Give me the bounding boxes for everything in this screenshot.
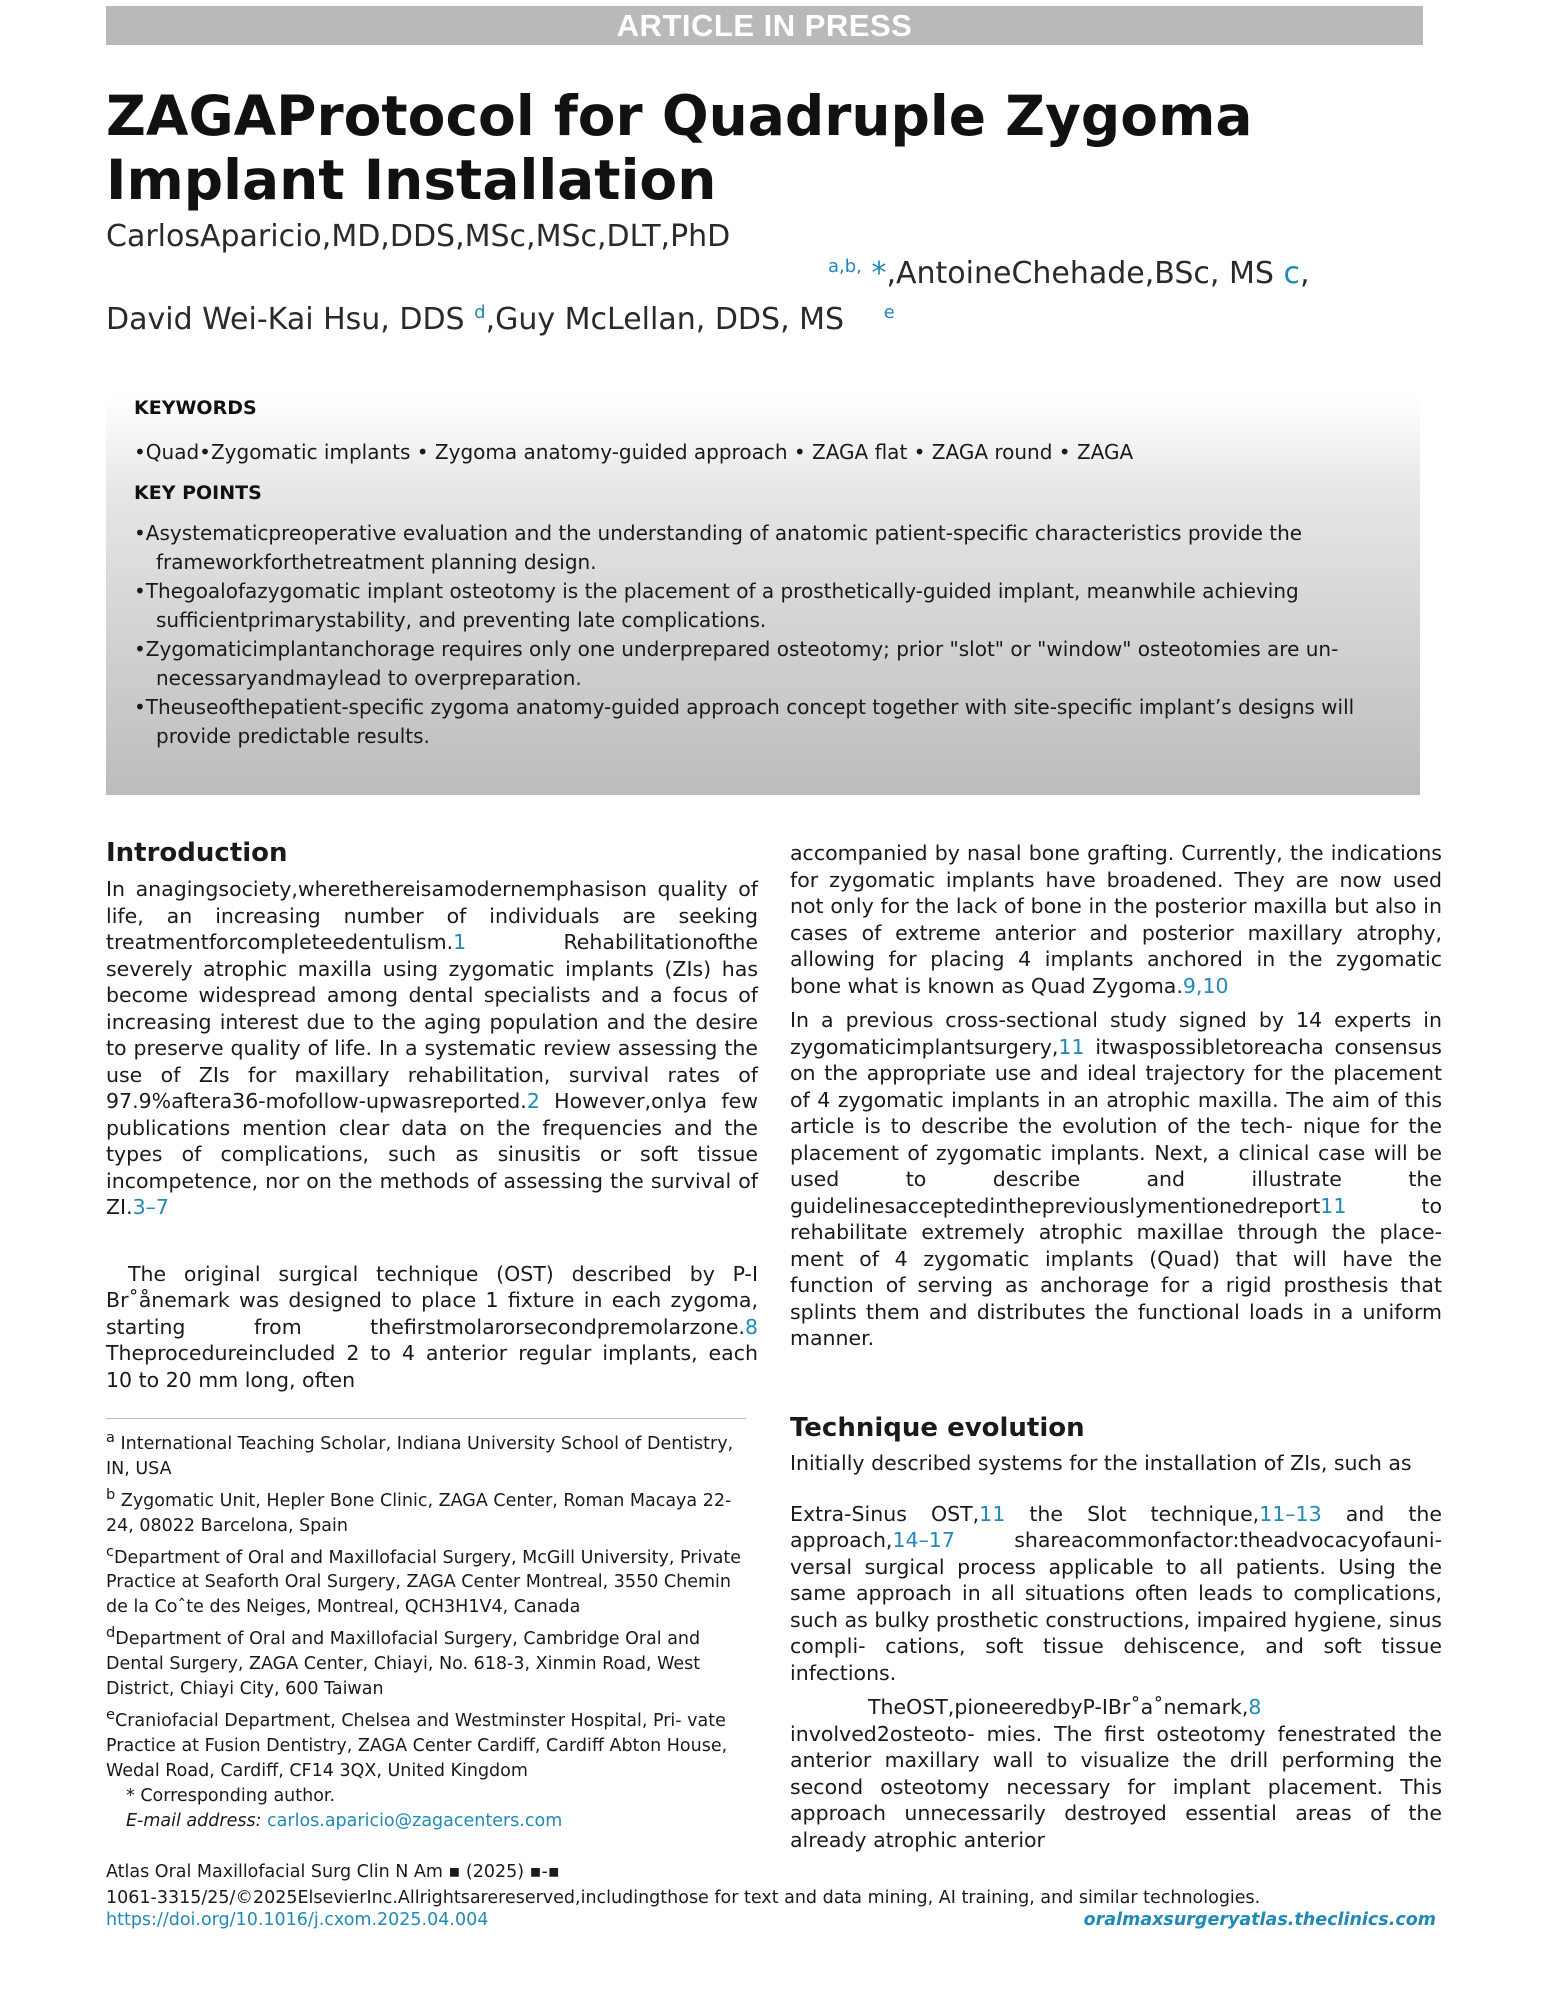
author-chehade: ,AntoineChehade,BSc, MS	[886, 256, 1274, 291]
intro-paragraph-1	[106, 876, 758, 1221]
text-run: The original surgical technique (OST) described by P-I Br˚ånemark was designed to place 1 fixture in each zygoma, starting from thefirstmolarorsecondpremolarzone.	[106, 1261, 758, 1339]
footnote-marker: c	[106, 1542, 115, 1560]
tech-paragraph-2	[790, 1501, 1442, 1687]
ref-link[interactable]: 9,10	[1182, 973, 1229, 998]
ref-link[interactable]: 3–7	[132, 1195, 169, 1219]
ref-link[interactable]: 14–17	[892, 1528, 955, 1552]
corresponding-author-note: * Corresponding author.	[126, 1786, 336, 1807]
text-run: Rehabilitationofthe severely atrophic maxilla using zygomatic implants (ZIs) has become widespread among dental specialists and a focus of increasing interest due to the aging population and the desire to preserve quality of life. In a systematic review assessing the use of ZIs for maxillary rehabilitation, survival rates of 97.9%aftera36-mofollow-upwasreported.	[106, 930, 758, 1113]
footnote-text: Zygomatic Unit, Hepler Bone Clinic, ZAGA Center, Roman Macaya 22-24, 08022 Barcelona, Spain	[106, 1490, 732, 1536]
author-line-2	[106, 294, 895, 339]
footnote-a	[106, 1425, 746, 1482]
title-line-1: ZAGAProtocol for Quadruple Zygoma	[106, 84, 1253, 148]
journal-citation: Atlas Oral Maxillofacial Surg Clin N Am ▪ (2025) ▪-▪	[106, 1862, 560, 1882]
footnote-d	[106, 1620, 746, 1702]
text-run: accompanied by nasal bone grafting. Currently, the indications for zygomatic implants have broadened. They are now used not only for the lack of bone in the posterior maxilla but also in cases of extreme anterior and posterior maxillary atrophy, allowing for placing 4 implants anchored in the zygomatic bone what is known as Quad Zygoma.	[790, 841, 1442, 998]
right-paragraph-1	[790, 840, 1442, 999]
right-paragraph-2	[790, 1007, 1442, 1352]
ref-link[interactable]: 2	[526, 1089, 540, 1113]
footer-links	[106, 1910, 1436, 1930]
key-point-item: •Thegoalofazygomatic implant osteotomy is the placement of a prosthetically-guided implant, meanwhile achieving sufficientprimarystability, and preventing late complications.	[134, 579, 1299, 632]
ref-link[interactable]: 11–13	[1259, 1501, 1322, 1526]
tech-paragraph-3	[790, 1694, 1442, 1853]
text-run: to rehabilitate extremely atrophic maxillae through the place- ment of 4 zygomatic implants (Quad) that will have the function of serving as anchorage for a rigid prosthesis that splints them and distributes the functional loads in a uniform manner.	[790, 1193, 1442, 1350]
key-point-item: •Asystematicpreoperative evaluation and the understanding of anatomic patient-specific characteristics provide the frameworkforthetreatment planning design.	[134, 521, 1303, 574]
affiliation-sup-ab[interactable]: a,b,	[828, 256, 862, 277]
technique-evolution-heading: Technique evolution	[790, 1413, 1085, 1443]
text-run: itwaspossibletoreacha consensus on the appropriate use and ideal trajectory for the placement of 4 zygomatic implants in an atrophic maxilla. The aim of this article is to describe the evolution of the tech- nique for the placement of zygomatic implants. Next, a clinical case will be used to describe and illustrate the guidelinesacceptedinthepreviouslymentionedreport	[790, 1034, 1442, 1218]
affiliation-sup-e[interactable]: e	[883, 302, 895, 323]
keywords-keypoints-box	[106, 395, 1420, 795]
footnote-c	[106, 1539, 746, 1621]
copyright-line: 1061-3315/25/©2025ElsevierInc.Allrightsarereserved,includingthose for text and data mining, AI training, and similar technologies.	[106, 1888, 1261, 1908]
affiliation-sup-c[interactable]: c	[1283, 256, 1300, 291]
footnote-marker: b	[106, 1485, 116, 1503]
doi-link[interactable]: https://doi.org/10.1016/j.cxom.2025.04.004	[106, 1910, 489, 1930]
email-label: E-mail address:	[126, 1811, 262, 1832]
text-run: In anagingsociety,wherethereisamodernemphasison quality of life, an increasing number of individuals are seeking treatmentforcompleteedentulism.	[106, 877, 758, 954]
title-line-2: Implant Installation	[106, 148, 717, 212]
tech-paragraph-1: Initially described systems for the installation of ZIs, such as	[790, 1451, 1412, 1475]
right-column	[790, 840, 1442, 1360]
footnote-divider	[106, 1418, 746, 1419]
ref-link[interactable]: 1	[453, 930, 467, 954]
email-link[interactable]: carlos.aparicio@zagacenters.com	[267, 1811, 563, 1832]
footnote-marker: a	[106, 1429, 115, 1446]
text-run: involved2osteoto- mies. The first osteotomy fenestrated the anterior maxillary wall to visualize the drill performing the second osteotomy necessary for implant placement. This approach unnecessarily destroyed essential areas of the already atrophic anterior	[790, 1721, 1442, 1852]
article-title	[106, 84, 1406, 212]
text-run: shareacommonfactor:theadvocacyofauni- versal surgical process applicable to all patients. Using the same approach in all situations often leads to complications, such as bulky prosthetic constructions, impaired hygiene, sinus compli- cations, soft tissue dehiscence, and soft tissue infections.	[790, 1528, 1442, 1685]
ref-link[interactable]: 8	[744, 1314, 758, 1339]
footnote-b	[106, 1482, 746, 1539]
ref-link[interactable]: 11	[979, 1501, 1006, 1526]
text-run: Theprocedureincluded 2 to 4 anterior regular implants, each 10 to 20 mm long, often	[106, 1341, 758, 1392]
introduction-heading: Introduction	[106, 838, 288, 868]
left-column	[106, 876, 758, 1401]
email-line	[106, 1809, 746, 1834]
journal-site-link[interactable]: oralmaxsurgeryatlas.theclinics.com	[1083, 1910, 1436, 1930]
key-points-heading: KEY POINTS	[134, 482, 262, 504]
author-aparicio: CarlosAparicio,MD,DDS,MSc,MSc,DLT,PhD	[106, 219, 731, 254]
key-point-item: •Zygomaticimplantanchorage requires only one underprepared osteotomy; prior "slot" or "window" osteotomies are un- necessaryandmaylead to overpreparation.	[134, 637, 1339, 690]
footnote-text: Department of Oral and Maxillofacial Surgery, McGill University, Private Practice at Seaforth Oral Surgery, ZAGA Center Montreal, 3550 Chemin de la Coˆte des Neiges, Montreal, QCH3H1V4, Canada	[106, 1547, 741, 1618]
author-line-1b	[828, 248, 1309, 293]
text-run: However,onlya few publications mention clear data on the frequencies and the types of complications, such as sinusitis or soft tissue incompetence, nor on the methods of assessing the survival of ZI.	[106, 1089, 758, 1219]
intro-paragraph-2	[106, 1261, 758, 1394]
author-comma: ,	[1299, 256, 1310, 291]
footnote-text: International Teaching Scholar, Indiana University School of Dentistry, IN, USA	[106, 1433, 734, 1479]
footnote-text: Department of Oral and Maxillofacial Surgery, Cambridge Oral and Dental Surgery, ZAGA Center, Chiayi, No. 618-3, Xinmin Road, West District, Chiayi City, 600 Taiwan	[106, 1629, 701, 1700]
corresponding-star-link[interactable]: *	[871, 256, 887, 291]
affiliation-sup-d[interactable]: d	[474, 302, 486, 323]
ref-link[interactable]: 11	[1058, 1034, 1085, 1059]
text-run: the Slot technique,	[1005, 1501, 1260, 1526]
affiliation-footnotes	[106, 1425, 746, 1834]
footnote-marker: e	[106, 1706, 115, 1724]
author-line-1	[106, 218, 730, 256]
ref-link[interactable]: 11	[1320, 1193, 1347, 1218]
ref-link[interactable]: 8	[1248, 1695, 1262, 1719]
right-column-lower	[790, 1450, 1442, 1861]
keywords-list: •Quad•Zygomatic implants • Zygoma anatomy-guided approach • ZAGA flat • ZAGA round • ZAGA	[134, 440, 1134, 464]
key-points-list	[134, 519, 1404, 751]
author-hsu: David Wei-Kai Hsu, DDS	[106, 302, 465, 337]
footnote-e	[106, 1702, 746, 1784]
text-run: Extra-Sinus OST,	[790, 1501, 980, 1526]
text-run: TheOST,pioneeredbyP-IBr˚a˚nemark,	[868, 1695, 1249, 1719]
text-run: and the approach,	[790, 1501, 1443, 1552]
footnote-text: Craniofacial Department, Chelsea and Westminster Hospital, Pri- vate Practice at Fusion Dentistry, ZAGA Center Cardiff, Cardiff Abton House, Wedal Road, Cardiff, CF14 3QX, United Kingdom	[106, 1711, 728, 1782]
text-run: In a previous cross-sectional study signed by 14 experts in zygomaticimplantsurgery,	[790, 1008, 1442, 1059]
key-point-item: •Theuseofthepatient-specific zygoma anatomy-guided approach concept together with site-specific implant’s designs will provide predictable results.	[134, 695, 1355, 748]
article-in-press-banner: ARTICLE IN PRESS	[106, 6, 1423, 45]
keywords-heading: KEYWORDS	[134, 397, 257, 419]
author-mclellan: ,Guy McLellan, DDS, MS	[485, 302, 845, 337]
footnote-marker: d	[106, 1624, 116, 1642]
